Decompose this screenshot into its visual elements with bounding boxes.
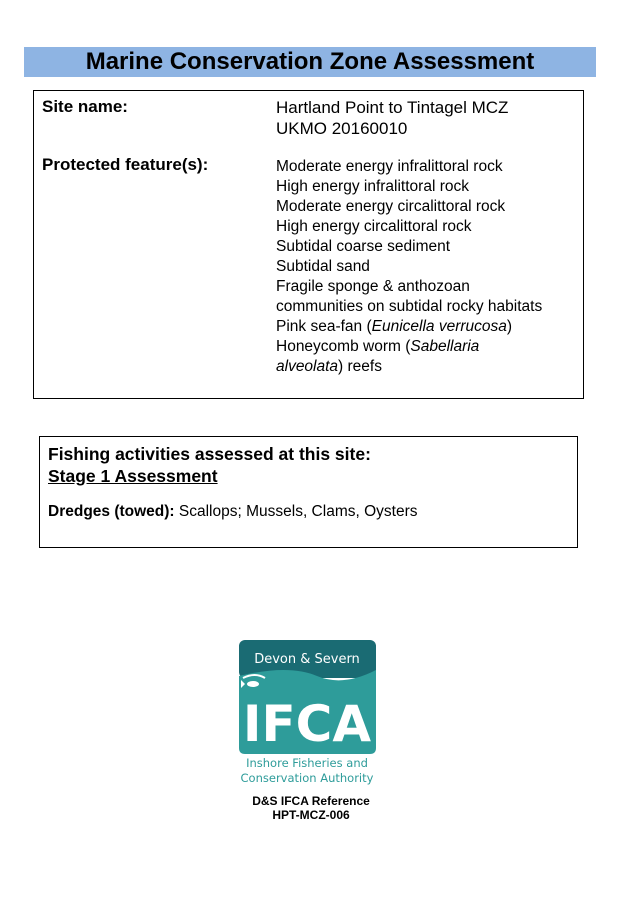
species-name: Sabellaria <box>410 338 480 355</box>
page-title: Marine Conservation Zone Assessment <box>24 47 596 77</box>
site-code-line: UKMO 20160010 <box>276 119 408 138</box>
feature-item: Subtidal sand <box>276 258 370 275</box>
feature-item: Moderate energy circalittoral rock <box>276 198 506 215</box>
stage-heading: Stage 1 Assessment <box>48 466 218 486</box>
site-name-value <box>276 97 508 139</box>
feature-item-pink-sea-fan: Pink sea-fan (Eunicella verrucosa) <box>276 318 513 335</box>
site-name-label: Site name: <box>42 97 128 116</box>
feature-item: communities on subtidal rocky habitats <box>276 298 543 315</box>
feature-item: High energy infralittoral rock <box>276 178 469 195</box>
feature-item: Fragile sponge & anthozoan <box>276 278 470 295</box>
activity-value: Scallops; Mussels, Clams, Oysters <box>174 503 418 520</box>
logo-main-text: IFCA <box>242 695 372 753</box>
fishing-activities-box <box>39 436 578 548</box>
feature-item: Moderate energy infralittoral rock <box>276 158 503 175</box>
protected-features-label: Protected feature(s): <box>42 155 209 174</box>
activity-label: Dredges (towed): <box>48 503 175 520</box>
species-name: Eunicella verrucosa <box>371 318 507 335</box>
fishing-heading: Fishing activities assessed at this site: <box>48 444 371 464</box>
protected-features-list <box>276 157 542 377</box>
site-info-box <box>33 90 584 399</box>
feature-item-honeycomb-worm: Honeycomb worm (Sabellaria <box>276 338 480 355</box>
site-name-line: Hartland Point to Tintagel MCZ <box>276 98 509 117</box>
logo-subtitle-line2: Conservation Authority <box>240 771 374 785</box>
ifca-logo <box>239 640 376 788</box>
species-name: alveolata <box>276 358 339 375</box>
feature-item-honeycomb-worm-cont: alveolata) reefs <box>276 358 382 375</box>
logo-subtitle-line1: Inshore Fisheries and <box>246 756 368 770</box>
fishing-activity <box>48 503 418 521</box>
reference-label: D&S IFCA Reference <box>252 794 370 808</box>
feature-item: Subtidal coarse sediment <box>276 238 451 255</box>
reference-code: HPT-MCZ-006 <box>272 808 350 822</box>
feature-item: High energy circalittoral rock <box>276 218 472 235</box>
logo-top-text: Devon & Severn <box>254 652 360 667</box>
